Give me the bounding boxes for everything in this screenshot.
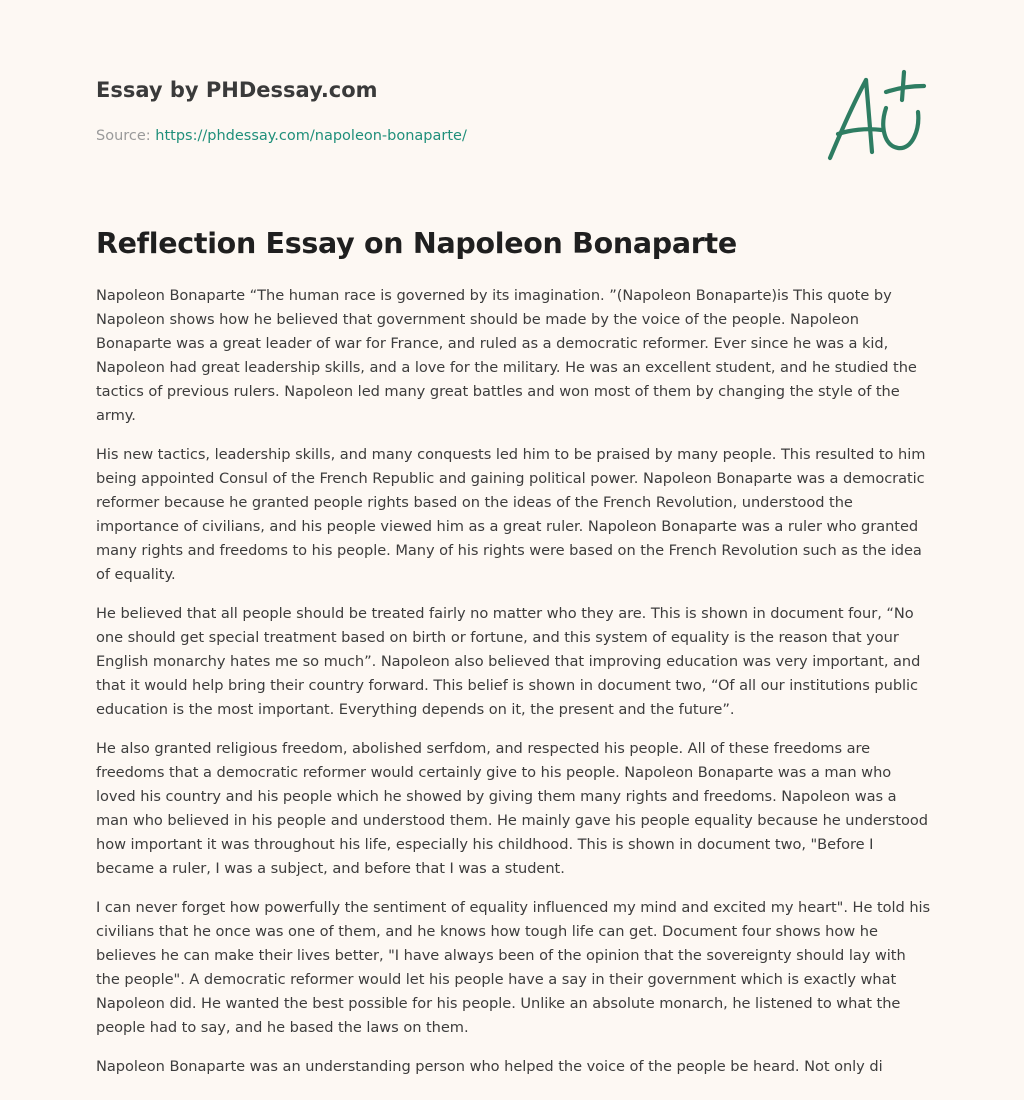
essay-paragraph: Napoleon Bonaparte “The human race is governed by its imagination. ”(Napoleon Bonaparte)is This quote by Napoleon shows how he believed that government should be made by the voice of the people. Napoleon Bonaparte was a great leader of war for France, and ruled as a democratic reformer. Ever since he was a kid, Napoleon had great leadership skills, and a love for the military. He was an excellent student, and he studied the tactics of previous rulers. Napoleon led many great battles and won most of them by changing the style of the army.	[96, 287, 917, 424]
source-line	[96, 126, 796, 146]
essay-paragraph: He also granted religious freedom, abolished serfdom, and respected his people. All of these freedoms are freedoms that a democratic reformer would certainly give to his people. Napoleon Bonaparte was a man who loved his country and his people which he showed by giving them many rights and freedoms. Napoleon was a man who believed in his people and understood them. He mainly gave his people equality because he understood how important it was throughout his life, especially his childhood. This is shown in document two, "Before I became a ruler, I was a subject, and before that I was a student.	[96, 740, 928, 877]
essay-paragraph: He believed that all people should be treated fairly no matter who they are. This is shown in document four, “No one should get special treatment based on birth or fortune, and this system of equality is the reason that your English monarchy hates me so much”. Napoleon also believed that improving education was very important, and that it would help bring their country forward. This belief is shown in document two, “Of all our institutions public education is the most important. Everything depends on it, the present and the future”.	[96, 605, 921, 718]
document-header	[96, 76, 796, 146]
source-link[interactable]: https://phdessay.com/napoleon-bonaparte/	[155, 128, 467, 144]
essay-paragraph: Napoleon Bonaparte was an understanding person who helped the voice of the people be heard. Not only di	[96, 1058, 883, 1075]
a-plus-logo-icon	[820, 68, 930, 166]
source-label: Source:	[96, 128, 156, 144]
essay-paragraph: I can never forget how powerfully the sentiment of equality influenced my mind and excited my heart". He told his civilians that he once was one of them, and he knows how tough life can get. Document four shows how he believes he can make their lives better, "I have always been of the opinion that the sovereignty should lay with the people". A democratic reformer would let his people have a say in their government which is exactly what Napoleon did. He wanted the best possible for his people. Unlike an absolute monarch, he listened to what the people had to say, and he based the laws on them.	[96, 899, 931, 1036]
essay-paragraph: His new tactics, leadership skills, and many conquests led him to be praised by many people. This resulted to him being appointed Consul of the French Republic and gaining political power. Napoleon Bonaparte was a democratic reformer because he granted people rights based on the ideas of the French Revolution, understood the importance of civilians, and his people viewed him as a great ruler. Napoleon Bonaparte was a ruler who granted many rights and freedoms to his people. Many of his rights were based on the French Revolution such as the idea of equality.	[96, 446, 926, 583]
site-brand: Essay by PHDessay.com	[96, 78, 378, 102]
essay-title: Reflection Essay on Napoleon Bonaparte	[96, 227, 737, 260]
essay-body	[96, 284, 932, 1100]
